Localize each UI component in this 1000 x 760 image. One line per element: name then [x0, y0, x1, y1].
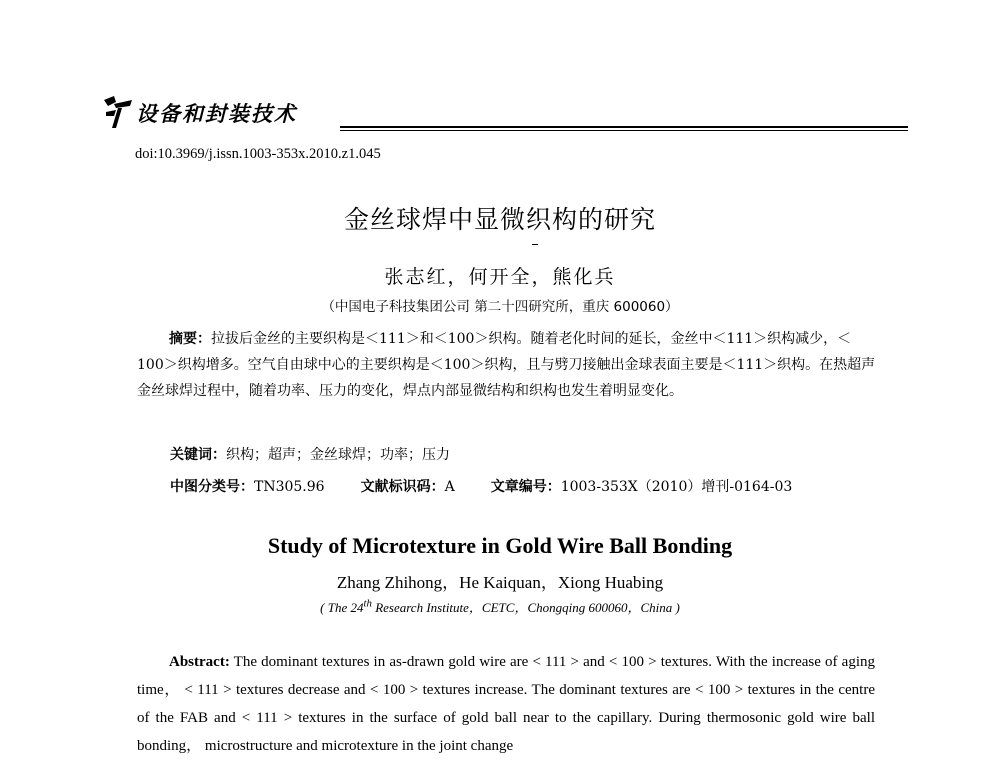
abstract-english-text: The dominant textures in as-drawn gold wire are < 111 > and < 100 > textures. With the increase of aging time， < 111 > textures decrease and < 100 > textures increase. The dominant textures are < 100 > textures in the centre of the FAB and < 111 > textures in the surface of gold ball near to the capillary. During thermosonic gold wire ball bonding， microstructure and microtexture in the joint change — [137, 654, 875, 754]
affiliation-english-sup: th — [363, 597, 372, 610]
article-no-value: 1003-353X（2010）增刊-0164-03 — [560, 479, 793, 495]
keywords-text: 织构；超声；金丝球焊；功率；压力 — [226, 447, 450, 463]
clc-value: TN305.96 — [254, 479, 325, 495]
abstract-english-label: Abstract: — [169, 654, 230, 670]
affiliation-english — [0, 597, 1000, 616]
doi: doi:10.3969/j.issn.1003-353x.2010.z1.045 — [135, 146, 381, 162]
doc-code-value: A — [444, 479, 455, 495]
title-chinese: 金丝球焊中显微织构的研究 — [343, 205, 656, 234]
classification-line — [170, 476, 792, 496]
journal-name: 设备和封装技术 — [136, 102, 297, 126]
abstract-chinese — [137, 326, 877, 404]
abstract-chinese-label: 摘要： — [169, 331, 211, 347]
header-rule — [340, 126, 908, 128]
abstract-english — [137, 648, 875, 760]
affiliation-chinese: （中国电子科技集团公司 第二十四研究所，重庆 600060） — [321, 299, 679, 315]
doc-code-label: 文献标识码： — [360, 479, 445, 495]
keywords-label: 关键词： — [170, 447, 226, 463]
journal-logo-icon — [100, 94, 136, 130]
affiliation-english-post: Research Institute，CETC，Chongqing 600060，China ) — [371, 600, 680, 615]
article-no-label: 文章编号： — [490, 479, 561, 495]
header-rule-thin — [340, 130, 908, 131]
title-english: Study of Microtexture in Gold Wire Ball Bonding — [267, 533, 733, 558]
abstract-chinese-text: 拉拔后金丝的主要织构是＜111＞和＜100＞织构。随着老化时间的延长，金丝中＜111＞织构减少，＜100＞织构增多。空气自由球中心的主要织构是＜100＞织构，且与劈刀接触出金球表面主要是＜111＞织构。在热超声金丝球焊过程中，随着功率、压力的变化，焊点内部显微结构和织构也发生着明显变化。 — [137, 331, 876, 399]
authors-english: Zhang Zhihong，He Kaiquan，Xiong Huabing — [336, 573, 664, 592]
title-divider — [532, 244, 538, 245]
authors-chinese: 张志红，何开全，熊化兵 — [384, 266, 616, 288]
affiliation-english-pre: ( The 24 — [320, 600, 364, 615]
keywords-line — [170, 444, 450, 464]
journal-header — [100, 92, 908, 132]
clc-label: 中图分类号： — [170, 479, 254, 495]
